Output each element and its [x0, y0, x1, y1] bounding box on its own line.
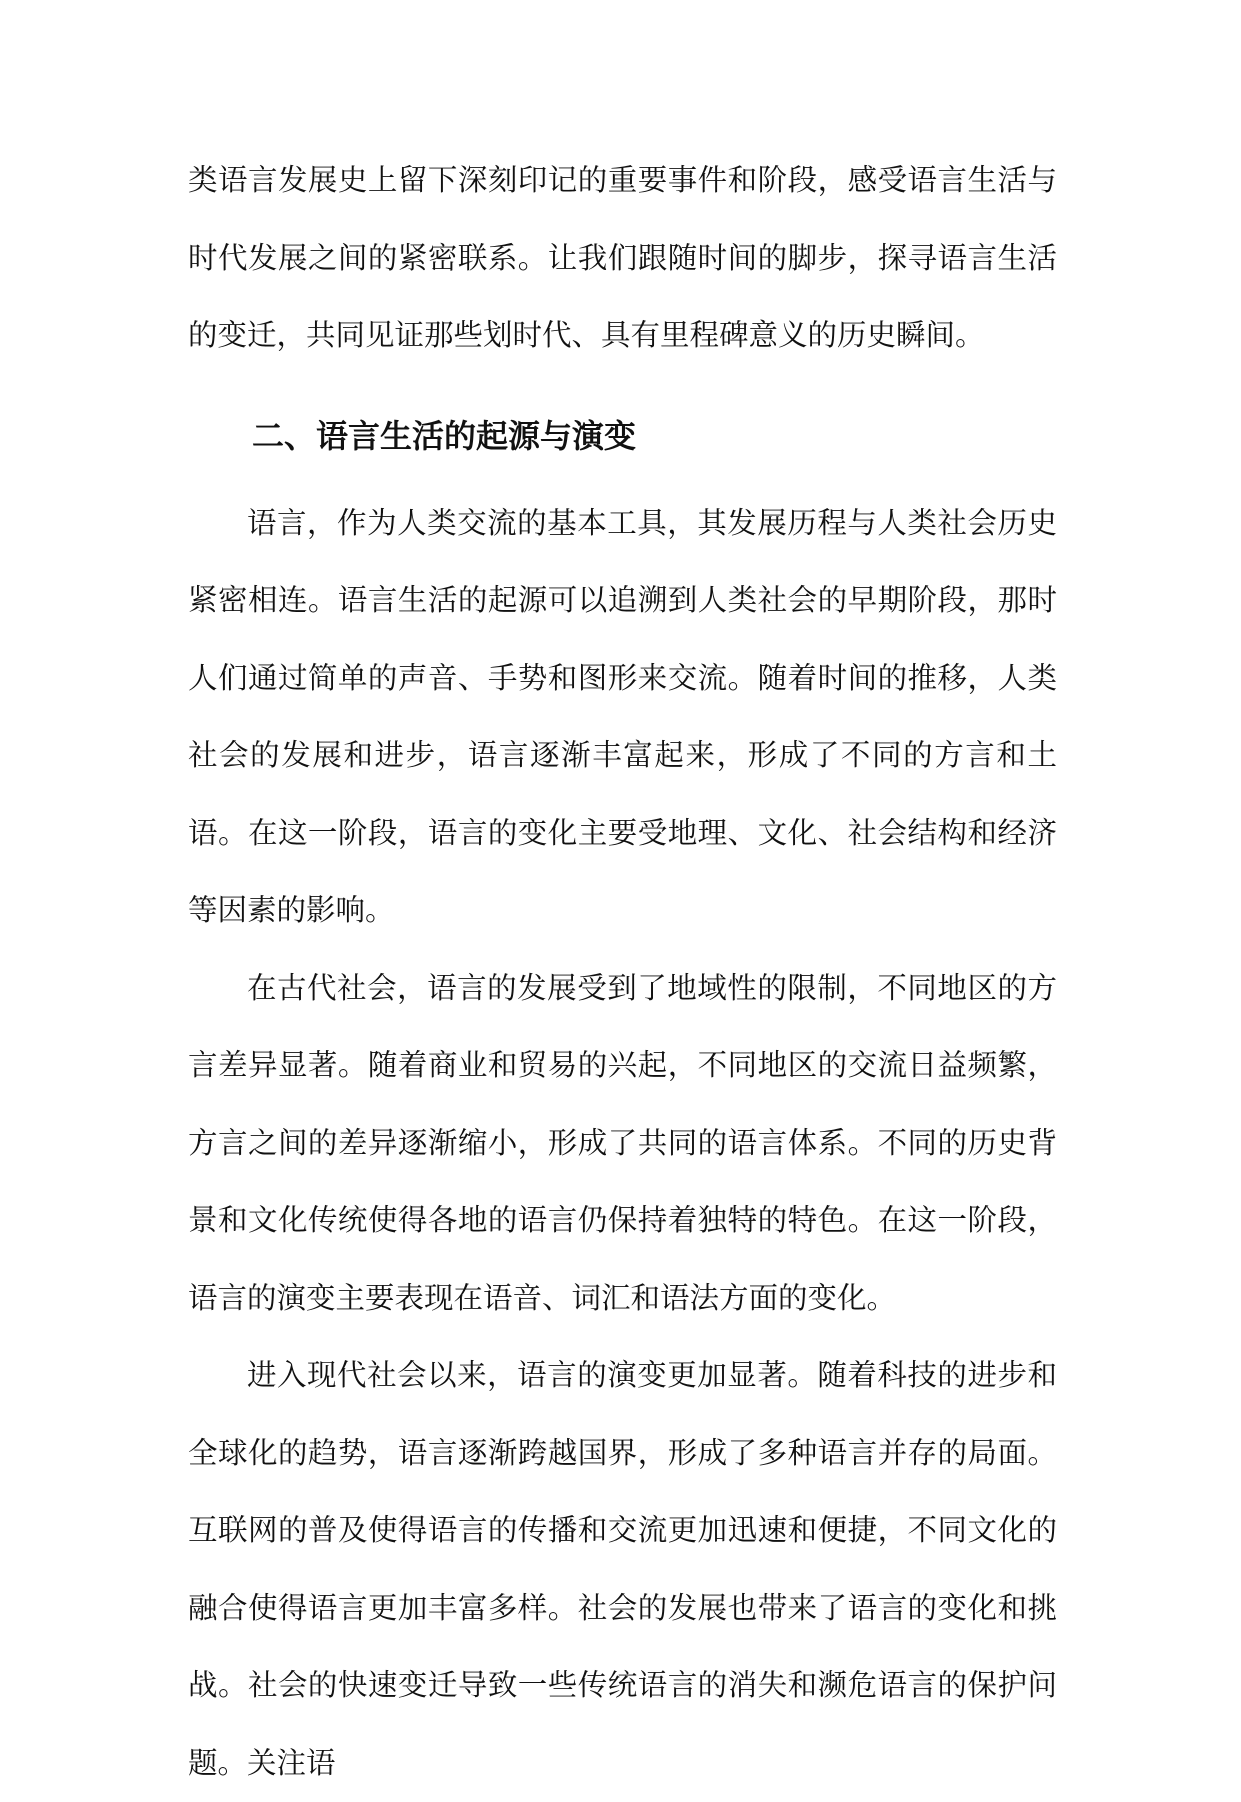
- body-paragraph-1: 语言，作为人类交流的基本工具，其发展历程与人类社会历史紧密相连。语言生活的起源可以追溯到人类社会的早期阶段，那时人们通过简单的声音、手势和图形来交流。随着时间的推移，人类社会的发展和进步，语言逐渐丰富起来，形成了不同的方言和土语。在这一阶段，语言的变化主要受地理、文化、社会结构和经济等因素的影响。: [188, 505, 1057, 927]
- body-paragraph-2: 在古代社会，语言的发展受到了地域性的限制，不同地区的方言差异显著。随着商业和贸易的兴起，不同地区的交流日益频繁，方言之间的差异逐渐缩小，形成了共同的语言体系。不同的历史背景和文化传统使得各地的语言仍保持着独特的特色。在这一阶段，语言的演变主要表现在语音、词汇和语法方面的变化。: [188, 970, 1057, 1315]
- body-paragraph-3: 进入现代社会以来，语言的演变更加显著。随着科技的进步和全球化的趋势，语言逐渐跨越国界，形成了多种语言并存的局面。互联网的普及使得语言的传播和交流更加迅速和便捷，不同文化的融合使得语言更加丰富多样。社会的发展也带来了语言的变化和挑战。社会的快速变迁导致一些传统语言的消失和濒危语言的保护问题。关注语: [188, 1358, 1057, 1780]
- section-heading: 二、语言生活的起源与演变: [252, 416, 637, 455]
- continuation-paragraph: 类语言发展史上留下深刻印记的重要事件和阶段，感受语言生活与时代发展之间的紧密联系。让我们跟随时间的脚步，探寻语言生活的变迁，共同见证那些划时代、具有里程碑意义的历史瞬间。: [188, 163, 1057, 352]
